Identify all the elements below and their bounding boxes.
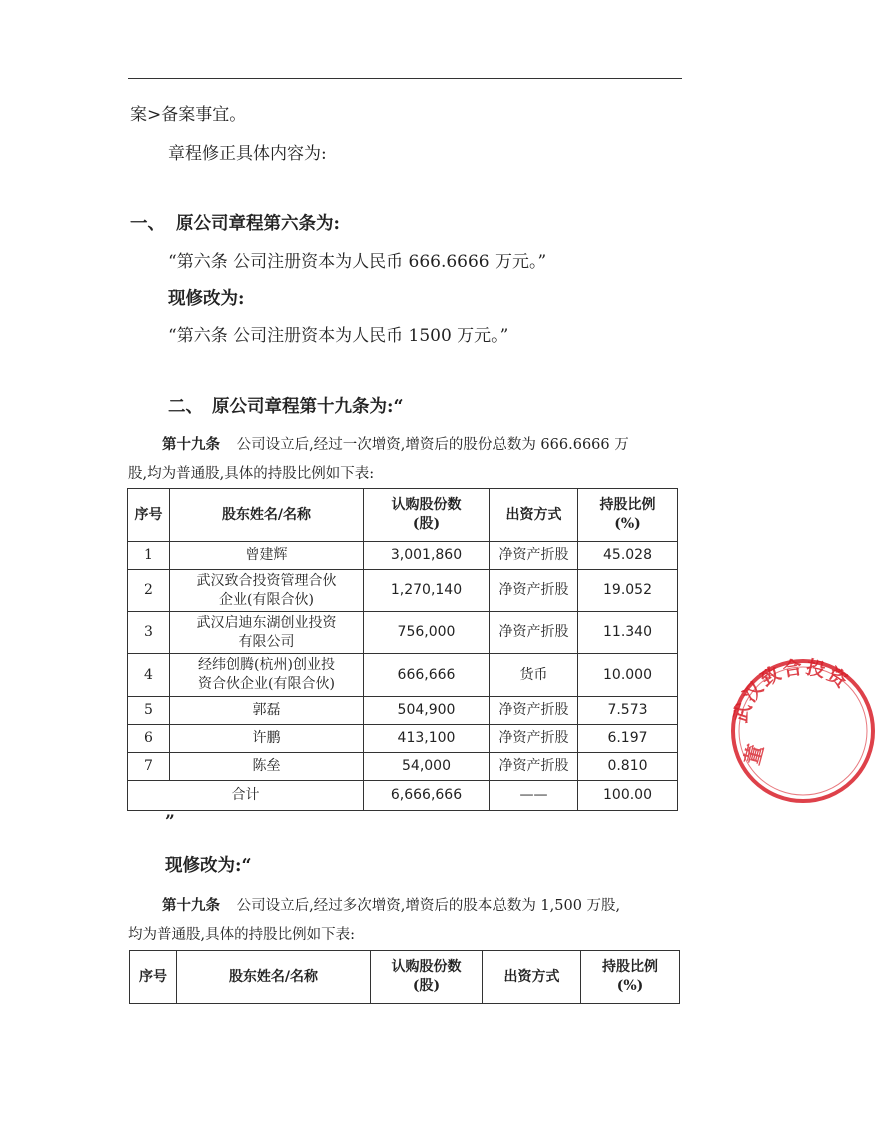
article19-label: 第十九条 <box>162 436 220 453</box>
total-method: —— <box>490 781 578 811</box>
intro-text: 章程修正具体内容为: <box>168 144 327 164</box>
article6-original: “第六条 公司注册资本为人民币 666.6666 万元。” <box>168 252 547 272</box>
table-row: 5 郭磊 504,900 净资产折股 7.573 <box>128 697 678 725</box>
section1-revised-label: 现修改为: <box>168 289 245 309</box>
col-header-name: 股东姓名/名称 <box>170 489 364 542</box>
table-row: 3 武汉启迪东湖创业投资 有限公司 756,000 净资产折股 11.340 <box>128 612 678 654</box>
seal-extra-text: 董 <box>739 741 769 768</box>
col-header-name: 股东姓名/名称 <box>177 951 371 1004</box>
total-label: 合计 <box>128 781 364 811</box>
section1-number: 一、 <box>130 214 165 234</box>
col-header-ratio: 持股比例 (%) <box>581 951 680 1004</box>
closing-quote: ” <box>165 812 175 832</box>
col-header-method: 出资方式 <box>490 489 578 542</box>
new-article19-line1: 公司设立后,经过多次增资,增资后的股本总数为 1,500 万股, <box>236 898 621 914</box>
continued-text: 案>备案事宜。 <box>130 105 247 125</box>
table-row: 1 曾建辉 3,001,860 净资产折股 45.028 <box>128 542 678 570</box>
col-header-no: 序号 <box>130 951 177 1004</box>
col-header-no: 序号 <box>128 489 170 542</box>
table-row: 2 武汉致合投资管理合伙 企业(有限合伙) 1,270,140 净资产折股 19.052 <box>128 570 678 612</box>
article19-line2: 股,均为普通股,具体的持股比例如下表: <box>128 466 375 482</box>
col-header-shares: 认购股份数 (股) <box>371 951 483 1004</box>
section2-revised-label: 现修改为:“ <box>165 856 252 876</box>
company-seal <box>728 656 878 806</box>
table-total-row <box>128 781 678 811</box>
new-article19-line2: 均为普通股,具体的持股比例如下表: <box>128 927 355 943</box>
shareholding-table-original <box>127 488 678 811</box>
article6-revised: “第六条 公司注册资本为人民币 1500 万元。” <box>168 326 509 346</box>
table-row: 4 经纬创腾(杭州)创业投 资合伙企业(有限合伙) 666,666 货币 10.000 <box>128 654 678 697</box>
svg-text:武汉致合投资 <box>728 656 853 725</box>
new-article19-label: 第十九条 <box>162 897 220 914</box>
table-row: 7 陈垒 54,000 净资产折股 0.810 <box>128 753 678 781</box>
seal-text: 武汉致合投资 <box>729 656 853 726</box>
article19-line1: 公司设立后,经过一次增资,增资后的股份总数为 666.6666 万 <box>236 437 629 453</box>
section2-number: 二、 <box>168 397 203 417</box>
col-header-ratio: 持股比例 (%) <box>578 489 678 542</box>
table-header-row <box>128 489 678 542</box>
table-row: 6 许鹏 413,100 净资产折股 6.197 <box>128 725 678 753</box>
total-ratio: 100.00 <box>578 781 678 811</box>
total-shares: 6,666,666 <box>364 781 490 811</box>
section2-heading: 原公司章程第十九条为:“ <box>212 397 404 417</box>
shareholding-table-revised <box>129 950 680 1004</box>
table-header-row <box>130 951 680 1004</box>
section1-heading: 原公司章程第六条为: <box>176 214 340 234</box>
col-header-shares: 认购股份数 (股) <box>364 489 490 542</box>
header-rule <box>128 78 682 79</box>
col-header-method: 出资方式 <box>483 951 581 1004</box>
